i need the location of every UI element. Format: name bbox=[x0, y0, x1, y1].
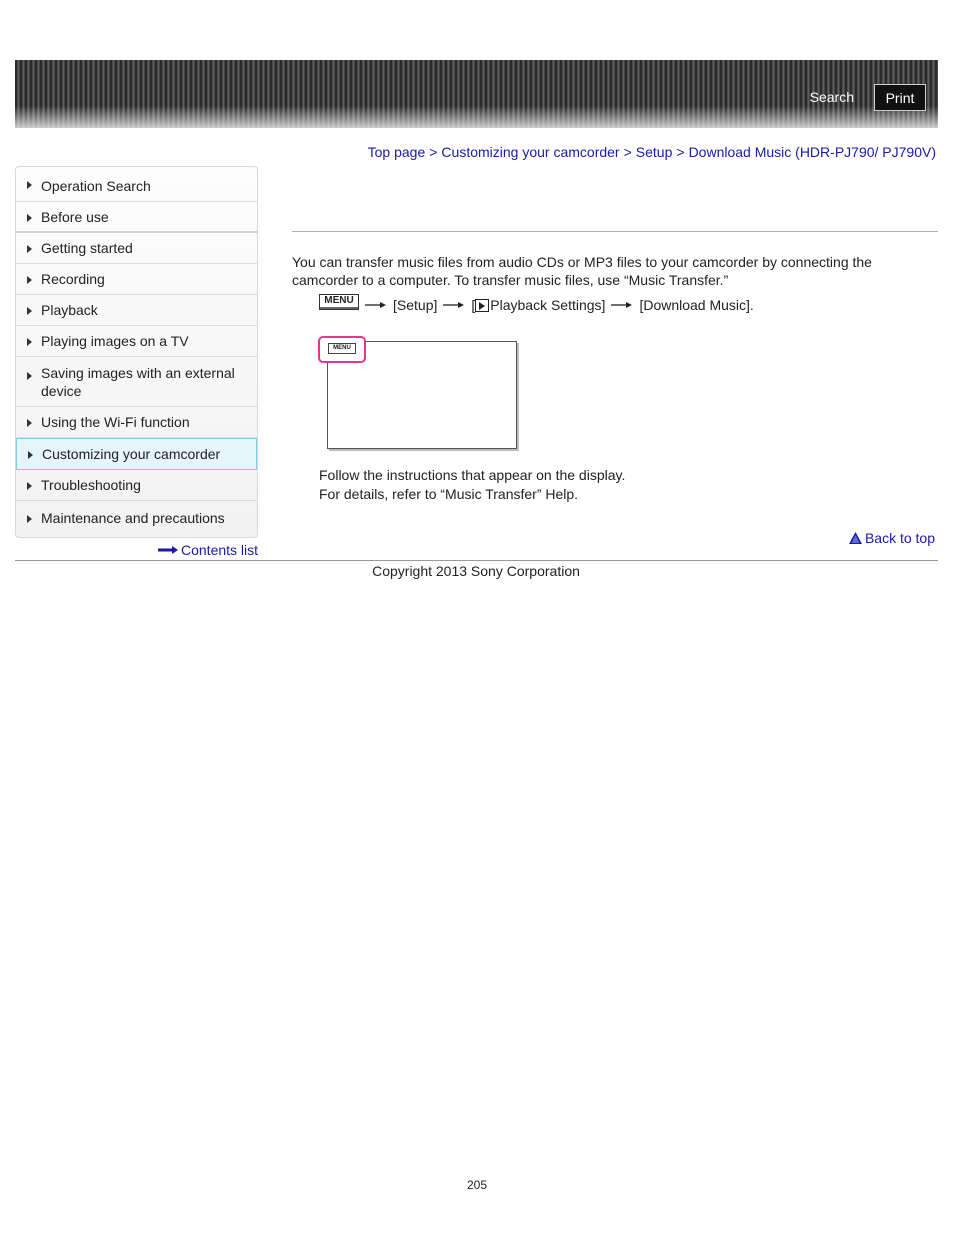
sidebar-item-getting-started[interactable] bbox=[16, 233, 257, 264]
chevron-right-icon bbox=[27, 338, 32, 346]
step-bracket: [ bbox=[471, 297, 476, 313]
arrow-right-icon bbox=[611, 301, 633, 309]
sidebar-item-label: Recording bbox=[41, 271, 105, 287]
breadcrumb-customizing[interactable]: Customizing your camcorder bbox=[441, 144, 620, 160]
chevron-right-icon bbox=[27, 245, 32, 253]
playback-icon bbox=[475, 299, 489, 312]
arrow-right-icon bbox=[158, 546, 178, 554]
print-button[interactable]: Print bbox=[874, 84, 926, 111]
back-to-top-label: Back to top bbox=[864, 530, 935, 546]
chevron-right-icon bbox=[27, 372, 32, 380]
breadcrumb-top-page[interactable]: Top page bbox=[367, 144, 426, 160]
chevron-right-icon bbox=[27, 482, 32, 490]
arrow-right-icon bbox=[443, 301, 465, 309]
sidebar-item-playback[interactable] bbox=[16, 295, 257, 326]
follow-instructions bbox=[319, 466, 625, 504]
sidebar-item-recording[interactable] bbox=[16, 264, 257, 295]
breadcrumb-setup[interactable]: Setup bbox=[635, 144, 673, 160]
sidebar-item-label: Customizing your camcorder bbox=[42, 446, 221, 462]
sidebar-item-maintenance[interactable] bbox=[16, 501, 257, 534]
step-playback-settings: Playback Settings] bbox=[490, 297, 606, 313]
intro-paragraph: You can transfer music files from audio CDs or MP3 files to your camcorder by connecting the camcorder to a computer. To transfer music files, use “Music Transfer.” bbox=[292, 254, 872, 288]
sidebar-item-before-use[interactable] bbox=[16, 202, 257, 233]
screen-menu-icon: MENU bbox=[328, 343, 356, 354]
menu-steps bbox=[319, 297, 754, 313]
page-number: 205 bbox=[466, 1178, 488, 1192]
breadcrumb-separator: > bbox=[676, 144, 685, 160]
breadcrumb-current[interactable]: Download Music (HDR-PJ790/ PJ790V) bbox=[688, 144, 936, 160]
chevron-right-icon bbox=[27, 419, 32, 427]
copyright-text bbox=[0, 563, 954, 579]
chevron-right-icon bbox=[27, 307, 32, 315]
contents-list-label: Contents list bbox=[181, 542, 259, 558]
sidebar-item-label: Before use bbox=[41, 208, 109, 225]
title-divider bbox=[292, 231, 938, 232]
sidebar-item-wifi[interactable] bbox=[16, 407, 257, 438]
breadcrumb-separator: > bbox=[429, 144, 438, 160]
breadcrumb bbox=[368, 144, 936, 160]
sidebar-item-troubleshooting[interactable] bbox=[16, 470, 257, 501]
chevron-right-icon bbox=[27, 276, 32, 284]
sidebar-item-saving-images[interactable] bbox=[16, 357, 257, 407]
back-to-top-link[interactable] bbox=[849, 530, 935, 546]
footer-divider bbox=[15, 560, 938, 561]
sidebar-item-label: Saving images with an external device bbox=[41, 364, 235, 399]
follow-line-1: Follow the instructions that appear on the display. bbox=[319, 467, 626, 483]
menu-button-icon: MENU bbox=[319, 294, 359, 310]
sidebar-nav bbox=[15, 166, 258, 538]
sidebar-item-label: Using the Wi-Fi function bbox=[41, 414, 190, 430]
sidebar-item-label: Getting started bbox=[41, 240, 133, 256]
triangle-up-icon bbox=[849, 532, 862, 544]
sidebar-item-label: Troubleshooting bbox=[41, 477, 141, 493]
sidebar-item-label: Playback bbox=[41, 302, 98, 318]
header-bar bbox=[15, 60, 938, 128]
step-download-music: [Download Music]. bbox=[639, 297, 754, 313]
sidebar-item-label: Maintenance and precautions bbox=[41, 509, 225, 526]
search-link[interactable]: Search bbox=[809, 89, 854, 105]
chevron-right-icon bbox=[27, 181, 32, 189]
sidebar-item-label: Operation Search bbox=[41, 177, 151, 194]
sidebar-item-playing-on-tv[interactable] bbox=[16, 326, 257, 357]
step-setup: [Setup] bbox=[393, 297, 438, 313]
chevron-right-icon bbox=[27, 515, 32, 523]
copyright-label: Copyright 2013 Sony Corporation bbox=[372, 563, 580, 579]
chevron-right-icon bbox=[28, 451, 33, 459]
sidebar-item-operation-search[interactable] bbox=[16, 167, 257, 202]
arrow-right-icon bbox=[365, 301, 387, 309]
contents-list-link[interactable] bbox=[158, 542, 258, 558]
follow-line-2: For details, refer to “Music Transfer” Help. bbox=[319, 486, 579, 502]
chevron-right-icon bbox=[27, 214, 32, 222]
breadcrumb-separator: > bbox=[623, 144, 632, 160]
sidebar-item-customizing[interactable] bbox=[16, 438, 257, 470]
sidebar-item-label: Playing images on a TV bbox=[41, 333, 189, 349]
